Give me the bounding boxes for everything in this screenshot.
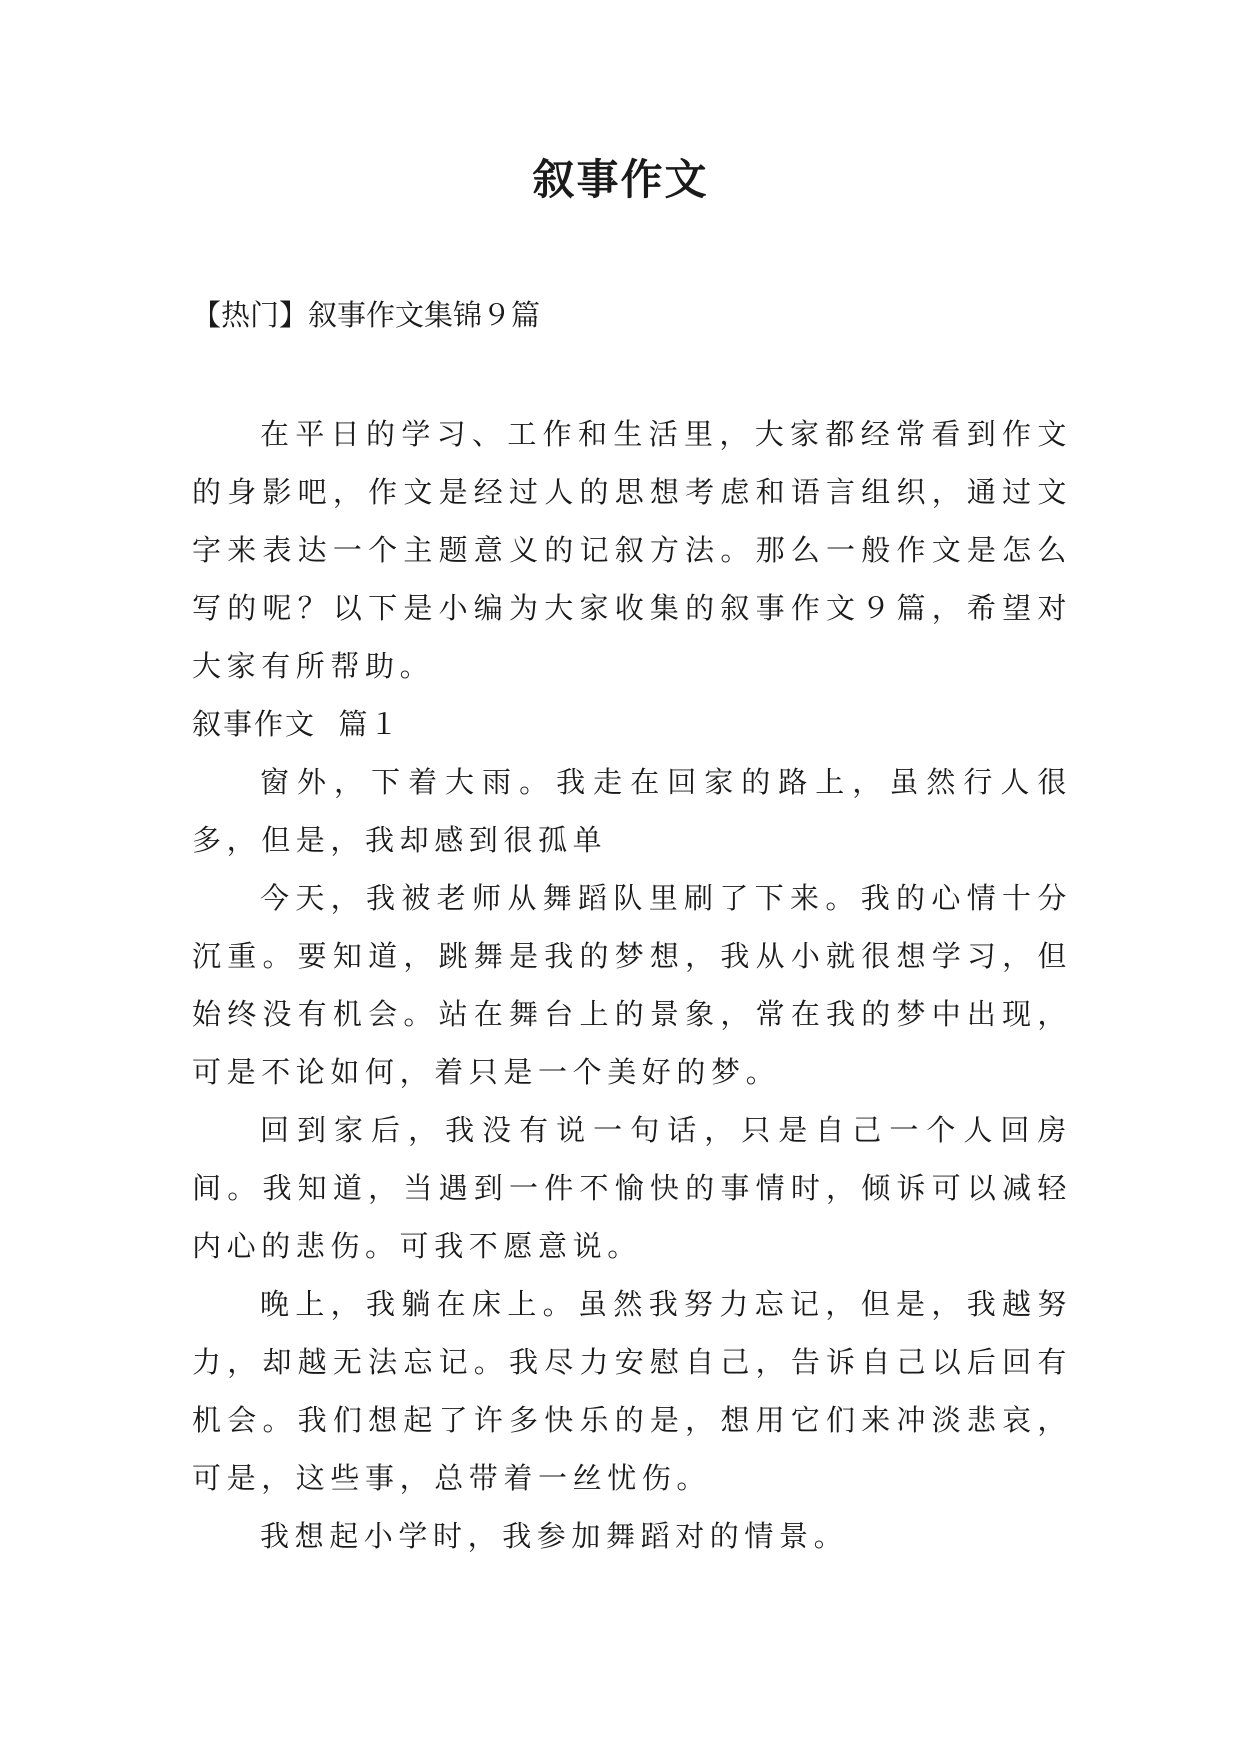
body-paragraph-2: 今天，我被老师从舞蹈队里刷了下来。我的心情十分沉重。要知道，跳舞是我的梦想，我从小就很想学习，但始终没有机会。站在舞台上的景象，常在我的梦中出现，可是不论如何，着只是一个美好的梦。 bbox=[192, 881, 1072, 1089]
section-heading: 叙事作文 篇１ bbox=[192, 707, 401, 741]
body-paragraph-3: 回到家后，我没有说一句话，只是自己一个人回房间。我知道，当遇到一件不愉快的事情时，倾诉可以减轻内心的悲伤。可我不愿意说。 bbox=[192, 1113, 1072, 1263]
body-paragraph-1: 窗外，下着大雨。我走在回家的路上，虽然行人很多，但是，我却感到很孤单 bbox=[192, 765, 1072, 857]
body-paragraph-5: 我想起小学时，我参加舞蹈对的情景。 bbox=[260, 1519, 849, 1553]
intro-paragraph: 在平日的学习、工作和生活里，大家都经常看到作文的身影吧，作文是经过人的思想考虑和语言组织，通过文字来表达一个主题意义的记叙方法。那么一般作文是怎么写的呢？以下是小编为大家收集的叙事作文９篇，希望对大家有所帮助。 bbox=[192, 417, 1072, 683]
document-body bbox=[192, 405, 1072, 1565]
document-title: 叙事作文 bbox=[532, 155, 709, 204]
body-paragraph-4: 晚上，我躺在床上。虽然我努力忘记，但是，我越努力，却越无法忘记。我尽力安慰自己，告诉自己以后回有机会。我们想起了许多快乐的是，想用它们来冲淡悲哀，可是，这些事，总带着一丝忧伤。 bbox=[192, 1287, 1072, 1495]
document-subtitle: 【热门】叙事作文集锦９篇 bbox=[192, 298, 541, 332]
